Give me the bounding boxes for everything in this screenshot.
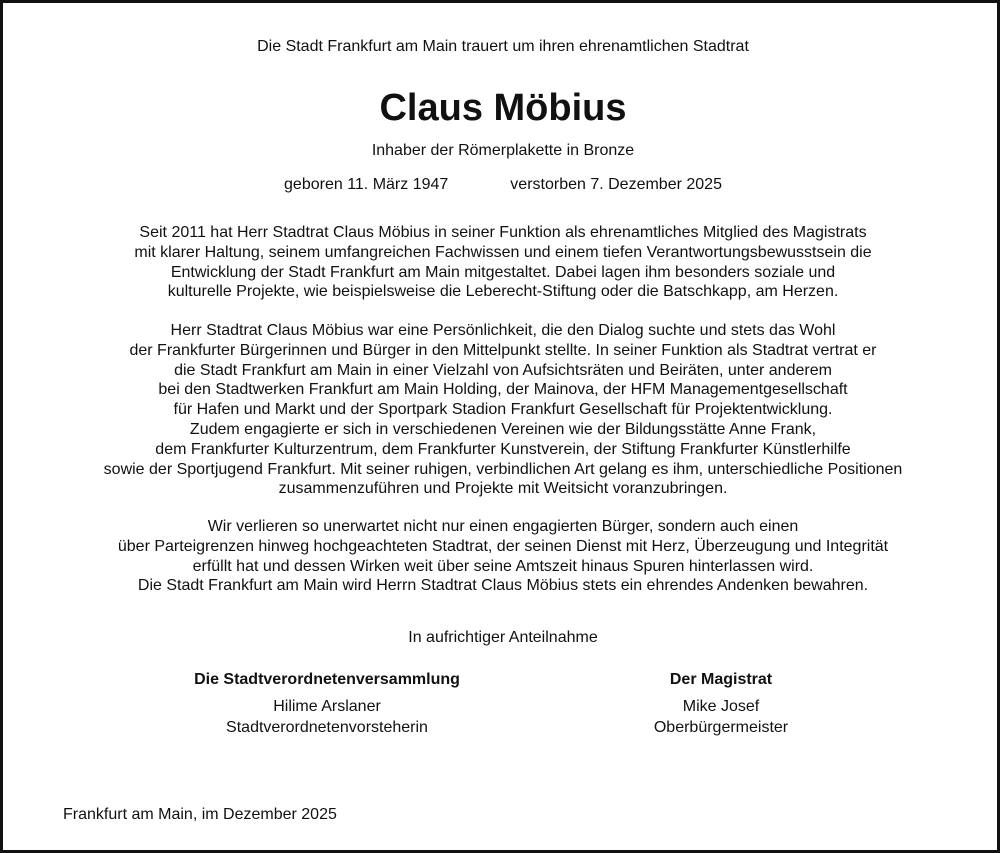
paragraph-line: sowie der Sportjugend Frankfurt. Mit seiner ruhigen, verbindlichen Art gelang es ihm, unterschiedliche Positionen — [103, 460, 903, 478]
intro-line: Die Stadt Frankfurt am Main trauert um ihren ehrenamtlichen Stadtrat — [257, 38, 749, 55]
paragraph-line: der Frankfurter Bürgerinnen und Bürger in den Mittelpunkt stellte. In seiner Funktion als Stadtrat vertrat er — [129, 341, 877, 359]
paragraph-line: dem Frankfurter Kulturzentrum, dem Frankfurter Kunstverein, der Stiftung Frankfurter Künstlerhilfe — [155, 440, 851, 458]
paragraph-line: bei den Stadtwerken Frankfurt am Main Holding, der Mainova, der HFM Managementgesellschaft — [158, 381, 848, 399]
signatory-org: Der Magistrat — [669, 671, 773, 688]
paragraph-line: Zudem engagierte er sich in verschiedenen Vereinen wie der Bildungsstätte Anne Frank, — [189, 420, 817, 438]
paragraph-line: über Parteigrenzen hinweg hochgeachteten Stadtrat, der seinen Dienst mit Herz, Überzeugung und Integrität — [117, 537, 889, 555]
signatory-person: Hilime Arslaner — [273, 698, 381, 715]
paragraph-line: zusammenzuführen und Projekte mit Weitsicht voranzubringen. — [278, 480, 728, 498]
place-and-date: Frankfurt am Main, im Dezember 2025 — [63, 806, 337, 823]
paragraph-line: Herr Stadtrat Claus Möbius war eine Persönlichkeit, die den Dialog suchte und stets das Wohl — [170, 322, 836, 339]
life-dates — [3, 174, 1000, 196]
paragraph-line: für Hafen und Markt und der Sportpark Stadion Frankfurt Gesellschaft für Projektentwicklung. — [173, 401, 833, 419]
signatory-org: Die Stadtverordnetenversammlung — [194, 671, 460, 688]
paragraph-line: erfüllt hat und dessen Wirken weit über seine Amtszeit hinaus Spuren hinterlassen wird. — [192, 557, 814, 575]
signatory-person: Mike Josef — [682, 698, 760, 715]
paragraph-line: Wir verlieren so unerwartet nicht nur einen engagierten Bürger, sondern auch einen — [207, 518, 799, 535]
paragraph-2 — [33, 321, 973, 499]
signatory-city-council — [127, 669, 527, 738]
paragraph-line: die Stadt Frankfurt am Main in einer Vielzahl von Aufsichtsräten und Beiräten, unter anderem — [174, 361, 832, 379]
signatory-role: Oberbürgermeister — [653, 719, 789, 736]
death-date: verstorben 7. Dezember 2025 — [510, 176, 722, 193]
signatory-magistrate — [571, 669, 871, 738]
paragraph-line: mit klarer Haltung, seinem umfangreichen Fachwissen und einem tiefen Verantwortungsbewusstsein die — [134, 243, 872, 261]
signatory-role: Stadtverordnetenvorsteherin — [226, 719, 428, 736]
honor-line: Inhaber der Römerplakette in Bronze — [371, 142, 635, 159]
paragraph-line: Die Stadt Frankfurt am Main wird Herrn Stadtrat Claus Möbius stets ein ehrendes Andenken bewahren. — [137, 577, 869, 595]
paragraph-line: Seit 2011 hat Herr Stadtrat Claus Möbius in seiner Funktion als ehrenamtliches Mitglied des Magistrats — [139, 224, 867, 241]
paragraph-line: kulturelle Projekte, wie beispielsweise die Leberecht-Stiftung oder die Batschkapp, am Herzen. — [167, 283, 839, 301]
birth-date: geboren 11. März 1947 — [284, 176, 449, 193]
paragraph-1 — [33, 223, 973, 302]
paragraph-3 — [33, 517, 973, 596]
deceased-name: Claus Möbius — [379, 87, 627, 129]
closing-line: In aufrichtiger Anteilnahme — [408, 629, 598, 646]
paragraph-line: Entwicklung der Stadt Frankfurt am Main mitgestaltet. Dabei lagen ihm besonders soziale und — [170, 263, 836, 281]
